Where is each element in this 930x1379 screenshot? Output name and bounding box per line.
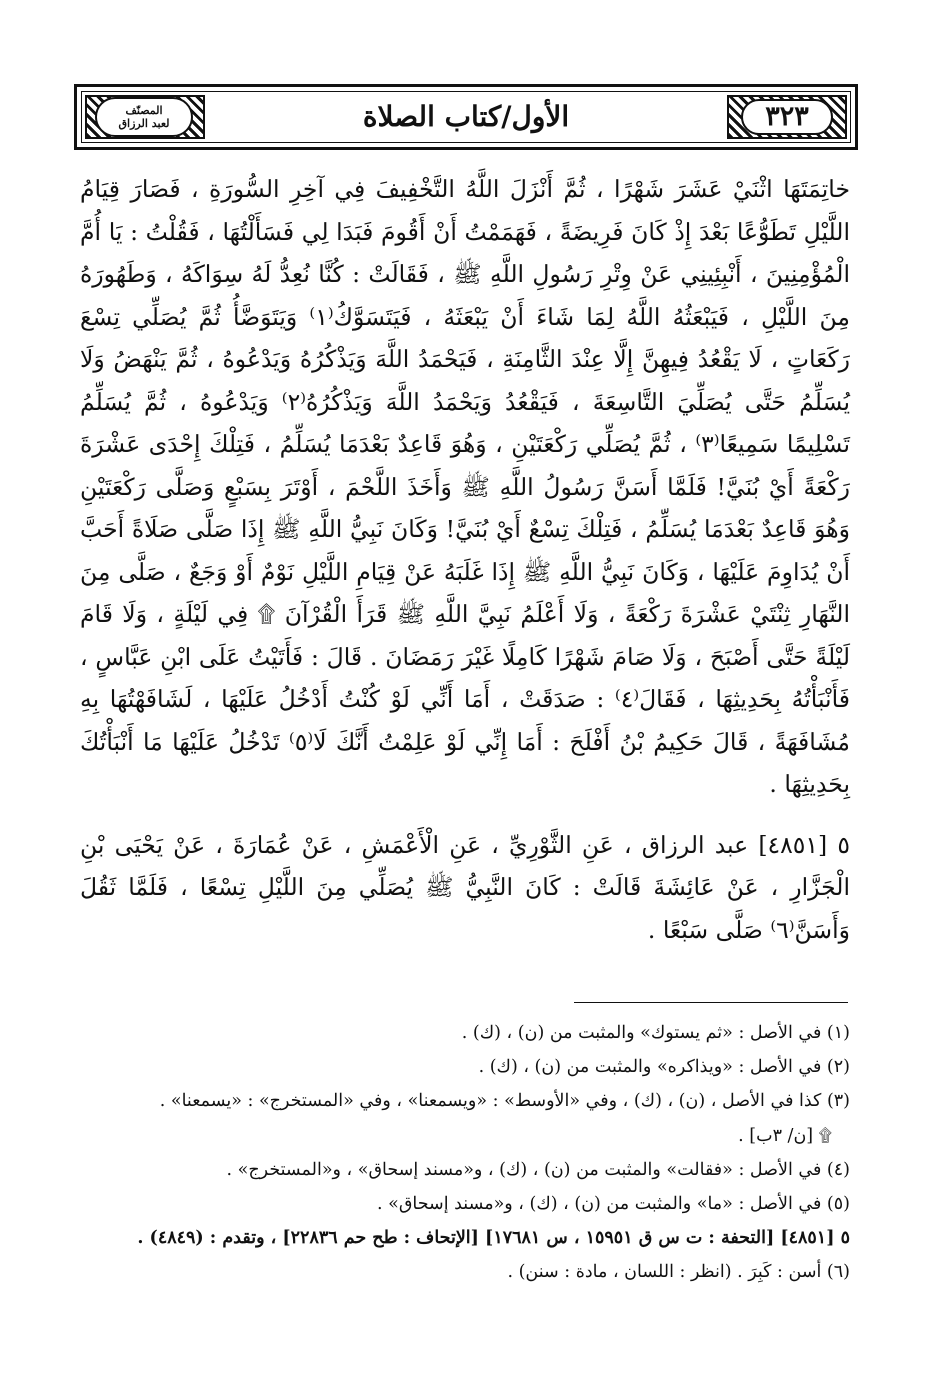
seal-line-2: لعبد الرزاق [118, 117, 170, 130]
footnote-page-ref: ۩ [ن/ ٣ب] . [738, 1125, 832, 1146]
footnote-2: (٢) في الأصل : «ويذاكره» والمثبت من (ن) ، (ك) . [478, 1057, 850, 1078]
main-text [80, 168, 850, 951]
seal-line-1: المصنّف [125, 104, 163, 117]
footnote-separator [574, 1002, 848, 1003]
page-number: ٣٢٣ [741, 99, 833, 135]
footnote-5: (٥) في الأصل : «ما» والمثبت من (ن) ، (ك) ، و«مسند إسحاق» . [377, 1194, 850, 1215]
page-header [74, 84, 858, 150]
footnote-6: (٦) أسن : كَبِرَ . (انظر : اللسان ، مادة : سنن) . [507, 1262, 850, 1283]
footnote-hadith-ref: ٥ [٤٨٥١] [التحفة : ت س ق ١٥٩٥١ ، س ١٧٦٨١] [الإتحاف : طح حم ٢٢٨٣٦] ، وتقدم : (٤٨٤٩) . [137, 1228, 850, 1249]
hadith-paragraph-continued: خاتِمَتَهَا اثْنَيْ عَشَرَ شَهْرًا ، ثُمَّ أَنْزَلَ اللَّهُ التَّخْفِيفَ فِي آخِرِ السُّورَةِ ، فَصَارَ قِيَامُ اللَّيْلِ تَطَوُّعًا بَعْدَ إِذْ كَانَ فَرِيضَةً ، فَهَمَمْتُ أَنْ أَقُومَ فَبَدَا لِي فَسَأَلْتُهَا ، فَقُلْتُ : يَا أُمَّ الْمُؤْمِنِينَ ، أَنْبِئِينِي عَنْ وِتْرِ رَسُولِ اللَّهِ ﷺ ، فَقَالَتْ : كُنَّا نُعِدُّ لَهُ سِوَاكَهُ ، وَطَهُورَهُ مِنَ اللَّيْلِ ، فَيَبْعَثُهُ اللَّهُ لِمَا شَاءَ أَنْ يَبْعَثَهُ ، فَيَتَسَوَّكُ⁽١⁾ وَيَتَوَضَّأُ ثُمَّ يُصَلِّي تِسْعَ رَكَعَاتٍ ، لَا يَقْعُدُ فِيهِنَّ إِلَّا عِنْدَ الثَّامِنَةِ ، فَيَحْمَدُ اللَّهَ وَيَذْكُرُهُ وَيَدْعُوهُ ، ثُمَّ يَنْهَضُ وَلَا يُسَلِّمُ حَتَّى يُصَلِّيَ التَّاسِعَةَ ، فَيَقْعُدُ وَيَحْمَدُ اللَّهَ وَيَذْكُرُهُ⁽٢⁾ وَيَدْعُوهُ ، ثُمَّ يُسَلِّمُ تَسْلِيمًا سَمِيعًا⁽٣⁾ ، ثُمَّ يُصَلِّي رَكْعَتَيْنِ ، وَهُوَ قَاعِدٌ بَعْدَمَا يُسَلِّمُ ، فَتِلْكَ إِحْدَى عَشْرَةَ رَكْعَةً أَيْ بُنَيَّ! فَلَمَّا أَسَنَّ رَسُولُ اللَّهِ ﷺ وَأَخَذَ اللَّحْمَ ، أَوْتَرَ بِسَبْعٍ وَصَلَّى رَكْعَتَيْنِ وَهُوَ قَاعِدٌ بَعْدَمَا يُسَلِّمُ ، فَتِلْكَ تِسْعٌ أَيْ بُنَيَّ! وَكَانَ نَبِيُّ اللَّهِ ﷺ إِذَا صَلَّى صَلَاةً أَحَبَّ أَنْ يُدَاوِمَ عَلَيْهَا ، وَكَانَ نَبِيُّ اللَّهِ ﷺ إِذَا غَلَبَهُ عَنْ قِيَامِ اللَّيْلِ نَوْمٌ أَوْ وَجَعٌ ، صَلَّى مِنَ النَّهَارِ ثِنْتَيْ عَشْرَةَ رَكْعَةً ، وَلَا أَعْلَمُ نَبِيَّ اللَّهِ ﷺ قَرَأَ الْقُرْآنَ ۩ فِي لَيْلَةٍ ، وَلَا قَامَ لَيْلَةً حَتَّى أَصْبَحَ ، وَلَا صَامَ شَهْرًا كَامِلًا غَيْرَ رَمَضَانَ . قَالَ : فَأَتَيْتُ عَلَى ابْنِ عَبَّاسٍ ، فَأَنْبَأْتُهُ بِحَدِيثِهَا ، فَقَالَ⁽٤⁾ : صَدَقَتْ ، أَمَا أَنِّي لَوْ كُنْتُ أَدْخُلُ عَلَيْهَا ، لَشَافَهْتُهَا بِهِ مُشَافَهَةً ، قَالَ حَكِيمُ بْنُ أَفْلَحَ : أَمَا إِنِّي لَوْ عَلِمْتُ أَنَّكَ لَا⁽٥⁾ تَدْخُلُ عَلَيْهَا مَا أَنْبَأْتُكَ بِحَدِيثِهَا . [80, 175, 850, 798]
hadith-paragraph-4851: ٥ [٤٨٥١] عبد الرزاق ، عَنِ الثَّوْرِيِّ ، عَنِ الْأَعْمَشِ ، عَنْ عُمَارَةَ ، عَنْ يَحْيَى بْنِ الْجَزَّارِ ، عَنْ عَائِشَةَ قَالَتْ : كَانَ النَّبِيُّ ﷺ يُصَلِّي مِنَ اللَّيْلِ تِسْعًا ، فَلَمَّا ثَقُلَ وَأَسَنَّ⁽٦⁾ صَلَّى سَبْعًا . [80, 830, 851, 944]
footnote-3: (٣) كذا في الأصل ، (ن) ، (ك) ، وفي «الأوسط» : «ويسمعنا» ، وفي «المستخرج» : «يسمعنا» . [159, 1091, 850, 1112]
footnotes [80, 1016, 850, 1290]
footnote-4: (٤) في الأصل : «فقالت» والمثبت من (ن) ، (ك) ، و«مسند إسحاق» ، و«المستخرج» . [226, 1159, 850, 1180]
footnote-1: (١) في الأصل : «ثم يستوك» والمثبت من (ن) ، (ك) . [461, 1023, 850, 1043]
book-seal-logo [95, 97, 193, 137]
chapter-title: الأول/كتاب الصلاة [277, 97, 655, 137]
